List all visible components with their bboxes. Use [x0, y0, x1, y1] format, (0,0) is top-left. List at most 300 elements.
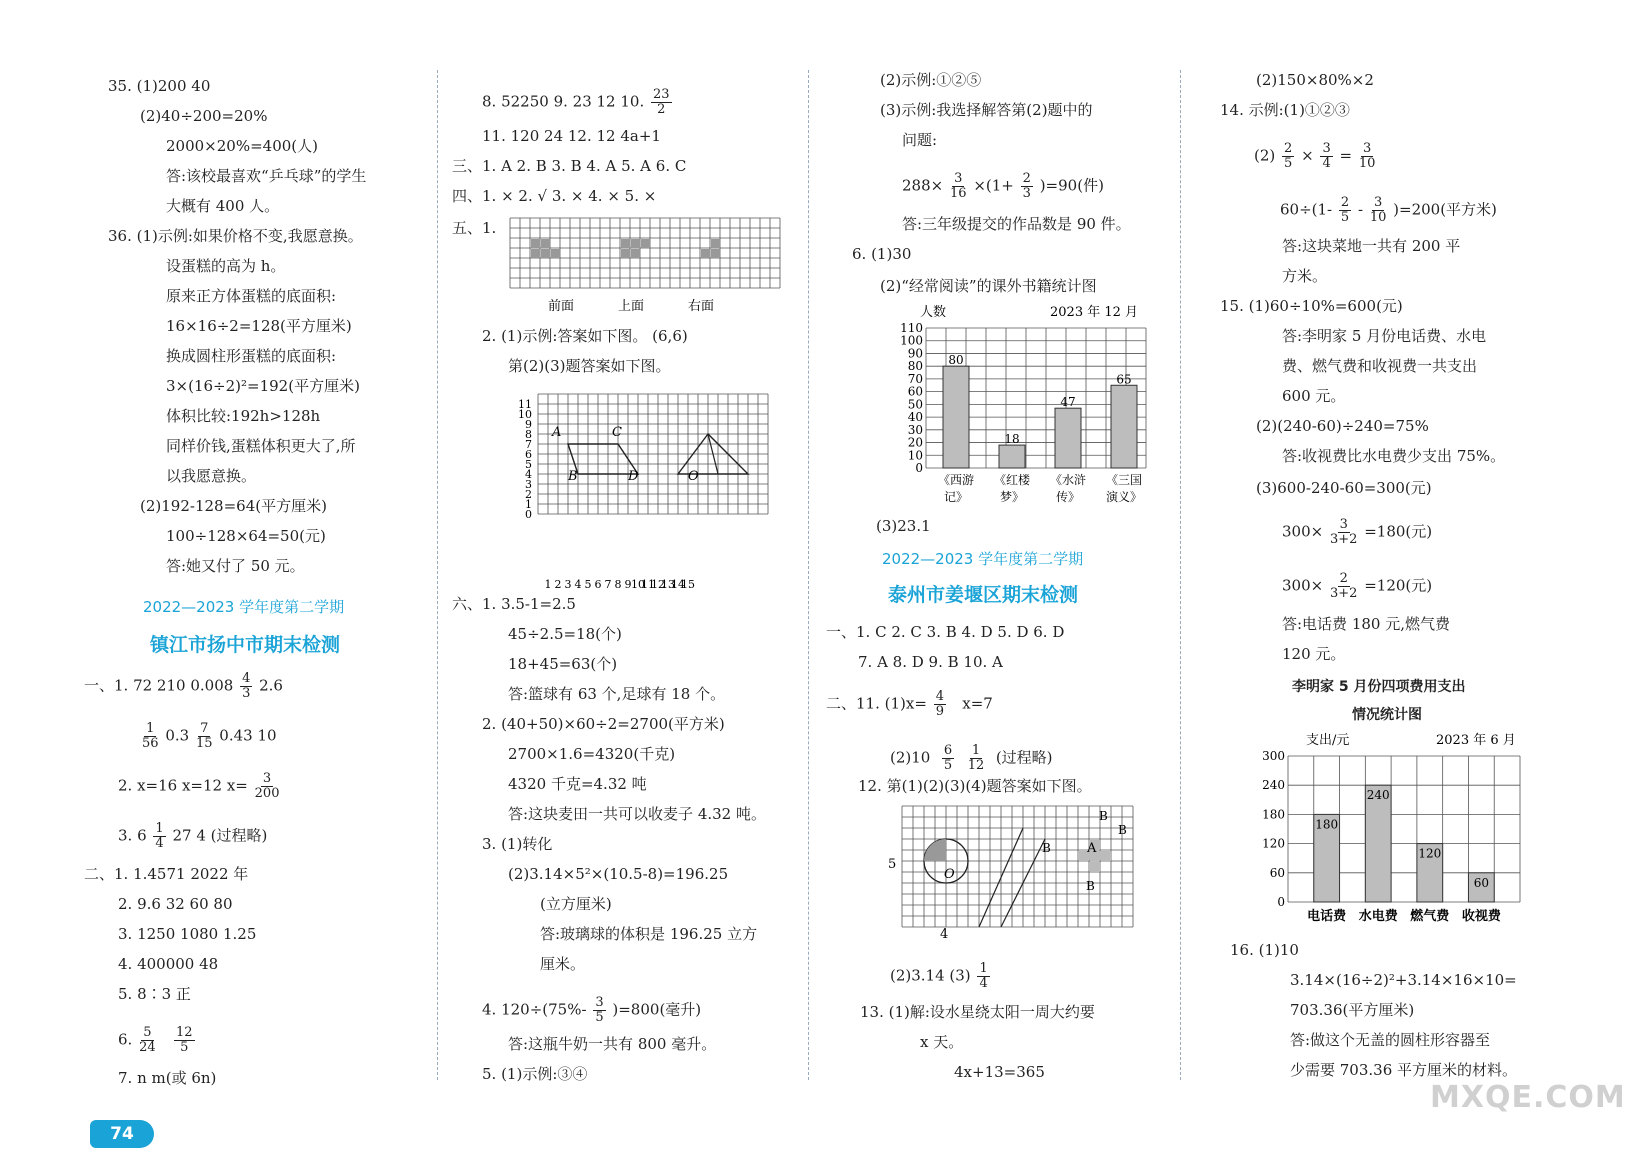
denominator: 5: [595, 1010, 604, 1025]
numerator: 3: [1339, 517, 1348, 532]
grid-figure-12: [880, 800, 1160, 950]
answer-line: 答:该校最喜欢“乒乓球”的学生: [166, 167, 367, 185]
answer-line: (立方厘米): [540, 895, 612, 913]
category-label: 《红楼: [993, 473, 1031, 487]
fraction: [950, 172, 967, 201]
column-divider: [437, 70, 438, 1080]
data-label: 240: [1366, 788, 1390, 803]
fraction: [255, 772, 280, 801]
answer-line: 答:这块麦田一共可以收麦子 4.32 吨。: [508, 805, 766, 823]
bar: [1365, 785, 1391, 902]
numerator: 1: [146, 721, 155, 736]
answer-line: (3)600-240-60=300(元): [1256, 479, 1432, 497]
y-tick-label: 9: [525, 418, 532, 431]
answer-text: =120(元): [1364, 576, 1433, 595]
category-label: 收视费: [1461, 909, 1501, 924]
answer-line: 一、1. C 2. C 3. B 4. D 5. D 6. D: [826, 623, 1065, 641]
chart-date: 2023 年 6 月: [1436, 733, 1516, 748]
denominator: 3: [242, 686, 251, 701]
fraction: [1330, 518, 1357, 547]
fraction: [977, 962, 989, 991]
denominator: 4: [155, 836, 164, 851]
section-title: 镇江市扬中市期末检测: [150, 634, 341, 656]
view-label: 右面: [688, 299, 715, 314]
shaded-cell: [631, 249, 640, 258]
bar: [1111, 385, 1137, 468]
answer-line: 3×(16÷2)²=192(平方厘米): [166, 377, 360, 395]
data-label: 47: [1060, 395, 1076, 410]
answer-line: [902, 172, 1104, 201]
data-label: 120: [1418, 846, 1442, 861]
answer-text: (2)10: [890, 748, 931, 767]
point-label-c: C: [612, 425, 622, 440]
fraction: [1282, 142, 1294, 171]
answer-line: 答:收视费比水电费少支出 75%。: [1282, 447, 1506, 465]
fraction: [934, 690, 946, 719]
answer-line: 5. 8∶3 正: [118, 985, 191, 1003]
answer-line: [890, 744, 1053, 773]
denominator: 5: [1340, 210, 1350, 225]
figure-label-a: A: [1087, 841, 1097, 856]
fraction: [651, 88, 672, 117]
answer-line: 36. (1)示例:如果价格不变,我愿意换。: [108, 227, 363, 245]
y-tick-label: 4: [525, 468, 532, 481]
fraction: [1021, 172, 1033, 201]
coordinate-grid: [518, 394, 768, 591]
denominator: 16: [949, 186, 967, 201]
numerator: 3: [954, 171, 963, 186]
fraction: [1339, 196, 1351, 225]
answer-line: 答:这瓶牛奶一共有 800 毫升。: [508, 1035, 717, 1053]
shaded-cell: [621, 249, 630, 258]
answer-text: 0.3: [165, 726, 190, 745]
shaded-cell: [541, 239, 550, 248]
data-label: 60: [1473, 875, 1489, 890]
answer-line: 大概有 400 人。: [166, 197, 280, 215]
answer-line: 三、1. A 2. B 3. B 4. A 5. A 6. C: [452, 157, 687, 175]
answer-line: (2)192-128=64(平方厘米): [140, 497, 327, 515]
denominator: 4: [979, 976, 988, 991]
category-label: 电话费: [1307, 909, 1347, 924]
reading-bar-chart: [880, 298, 1180, 508]
y-tick-label: 120: [1262, 836, 1285, 851]
numerator: 5: [143, 1025, 152, 1040]
denominator: 4: [1322, 156, 1331, 171]
category-label: 《水浒: [1049, 473, 1087, 487]
answer-line: 16. (1)10: [1230, 941, 1299, 959]
answer-line: 100÷128×64=50(元): [166, 527, 326, 545]
answer-line: [482, 88, 674, 117]
answer-line: 厘米。: [540, 955, 586, 973]
numerator: 23: [653, 87, 670, 102]
figure-label-5: 5: [888, 857, 897, 872]
bar: [943, 366, 969, 468]
denominator: 3: [1022, 186, 1031, 201]
shaded-cell: [531, 249, 540, 258]
answer-line: 16×16÷2=128(平方厘米): [166, 317, 352, 335]
answer-text: (2): [1254, 146, 1276, 165]
answer-line: [140, 722, 277, 751]
y-tick-label: 110: [900, 321, 923, 335]
y-tick-label: 1: [525, 498, 532, 511]
answer-line: 答:电话费 180 元,燃气费: [1282, 615, 1450, 633]
answer-line: 13. (1)解:设水星绕太阳一周大约要: [860, 1003, 1095, 1021]
answer-line: 方米。: [1282, 267, 1328, 285]
answer-line: 原来正方体蛋糕的底面积:: [166, 287, 337, 305]
answer-line: 费、燃气费和收视费一共支出: [1282, 357, 1478, 375]
answer-line: 2000×20%=400(人): [166, 137, 318, 155]
x-tick-label: 13: [661, 578, 675, 591]
category-label: 燃气费: [1410, 909, 1450, 924]
shaded-cell: [531, 239, 540, 248]
fraction: [968, 744, 985, 773]
shaded-cell: [711, 239, 720, 248]
answer-text: (2)3.14 (3): [890, 966, 971, 985]
answer-line: 换成圆柱形蛋糕的底面积:: [166, 347, 337, 365]
shaded-cell: [701, 249, 710, 258]
fraction: [139, 1026, 156, 1055]
numerator: 4: [935, 689, 944, 704]
answer-line: 703.36(平方厘米): [1290, 1001, 1415, 1019]
y-tick-label: 6: [525, 448, 532, 461]
page-number: 74: [90, 1120, 154, 1148]
answer-line: 45÷2.5=18(个): [508, 625, 622, 643]
answer-line: [1282, 572, 1432, 601]
shaded-cell: [1101, 851, 1111, 861]
fraction: [593, 996, 605, 1025]
y-tick-label: 11: [518, 398, 532, 411]
answer-line: [890, 962, 992, 991]
category-label: 《三国: [1105, 473, 1143, 487]
bar: [1055, 408, 1081, 468]
numerator: 1: [979, 961, 988, 976]
answer-line: 4. 400000 48: [118, 955, 219, 973]
answer-line: 120 元。: [1282, 645, 1346, 663]
fraction: [196, 722, 213, 751]
figure-grid: [902, 806, 1133, 927]
numerator: 2: [1340, 195, 1350, 210]
answer-line: [1280, 196, 1497, 225]
answer-text: 8. 52250 9. 23 12 10.: [482, 92, 645, 111]
y-tick-label: 240: [1262, 778, 1285, 793]
y-tick-label: 5: [525, 458, 532, 471]
answer-text: 2. x=16 x=12 x=: [118, 776, 248, 795]
answer-line: 14. 示例:(1)①②③: [1220, 101, 1350, 119]
answer-line: (3)示例:我选择解答第(2)题中的: [880, 101, 1093, 119]
denominator: 12: [967, 758, 985, 773]
y-tick-label: 0: [525, 508, 532, 521]
y-tick-label: 10: [518, 408, 532, 421]
answer-text: 300×: [1282, 576, 1324, 595]
y-tick-label: 20: [907, 435, 923, 450]
denominator: 10: [1369, 210, 1387, 225]
denominator: 56: [142, 736, 159, 751]
y-tick-label: 2: [525, 488, 532, 501]
point-label-b: B: [568, 469, 578, 484]
answer-line: 12. 第(1)(2)(3)(4)题答案如下图。: [858, 777, 1092, 795]
answer-text: -: [1357, 200, 1364, 219]
point-label-o: O: [688, 469, 699, 484]
numerator: 2: [1284, 141, 1293, 156]
x-tick-label: 11: [641, 578, 655, 591]
answer-line: 问题:: [902, 131, 938, 149]
figure-label-b: B: [1086, 879, 1095, 893]
x-tick-label: 5: [584, 578, 592, 591]
category-label: 演义》: [1105, 490, 1143, 504]
fraction: [174, 1026, 195, 1055]
figure-label-b: B: [1099, 809, 1108, 823]
denominator: 2: [657, 102, 666, 117]
chart-title: 李明家 5 月份四项费用支出: [1292, 679, 1466, 695]
answer-line: [482, 996, 701, 1025]
answer-text: =180(元): [1364, 522, 1433, 541]
answer-line: (3)23.1: [876, 517, 931, 535]
x-tick-label: 9: [624, 578, 632, 591]
y-tick-label: 7: [525, 438, 532, 451]
shaded-cell: [641, 239, 650, 248]
category-label: 传》: [1055, 490, 1081, 504]
chart-ylabel: 人数: [920, 305, 947, 320]
answer-text: 6.: [118, 1030, 133, 1049]
x-tick-label: 14: [671, 578, 685, 591]
category-label: 《西游: [937, 473, 975, 487]
y-tick-label: 40: [907, 410, 923, 425]
numerator: 1: [971, 743, 981, 758]
view-label: 前面: [548, 299, 575, 314]
expense-bar-chart: [1240, 728, 1560, 928]
view-label: 上面: [618, 299, 645, 314]
answer-text: ×(1+: [973, 176, 1014, 195]
data-label: 80: [948, 353, 964, 368]
answer-line: 2. 9.6 32 60 80: [118, 895, 233, 913]
answer-text: 2.6: [259, 676, 283, 695]
numerator: 3: [595, 995, 604, 1010]
y-tick-label: 90: [907, 346, 923, 361]
answer-line: 5. (1)示例:③④: [482, 1065, 588, 1083]
answer-line: 2700×1.6=4320(千克): [508, 745, 676, 763]
y-tick-label: 0: [1277, 895, 1285, 909]
answer-text: 4. 120÷(75%-: [482, 1000, 587, 1019]
section-title: 泰州市姜堰区期末检测: [888, 584, 1079, 606]
answer-line: 五、1.: [452, 219, 497, 237]
answer-line: (2)“经常阅读”的课外书籍统计图: [880, 277, 1097, 295]
answer-line: [118, 822, 267, 851]
answer-line: 11. 120 24 12. 12 4a+1: [482, 127, 661, 145]
answer-line: (2)(240-60)÷240=75%: [1256, 417, 1429, 435]
answer-text: 一、1. 72 210 0.008: [84, 676, 234, 695]
answer-line: 四、1. × 2. √ 3. × 4. × 5. ×: [452, 187, 657, 205]
answer-line: 3. (1)转化: [482, 835, 553, 853]
y-tick-label: 0: [915, 461, 923, 475]
answer-line: [826, 690, 993, 719]
answer-line: 答:这块菜地一共有 200 平: [1282, 237, 1461, 255]
numerator: 3: [1322, 141, 1331, 156]
fraction: [1370, 196, 1387, 225]
answer-line: 6. (1)30: [852, 245, 912, 263]
shaded-cell: [551, 249, 560, 258]
answer-line: 同样价钱,蛋糕体积更大了,所: [166, 437, 356, 455]
answer-line: 3. 1250 1080 1.25: [118, 925, 257, 943]
coordinate-grid-figure: [510, 386, 790, 591]
denominator: 5: [943, 758, 953, 773]
figure-label-o: O: [944, 867, 955, 882]
shaded-cell: [541, 249, 550, 258]
point-label-a: A: [552, 425, 562, 440]
answer-text: )=800(毫升): [612, 1000, 702, 1019]
answer-line: 7. n m(或 6n): [118, 1069, 217, 1087]
answer-line: 4320 千克=4.32 吨: [508, 775, 647, 793]
fraction: [142, 722, 159, 751]
y-tick-label: 60: [907, 384, 923, 399]
numerator: 3: [1363, 141, 1372, 156]
answer-line: (2)150×80%×2: [1256, 71, 1374, 89]
figure-label-b: B: [1042, 841, 1051, 855]
denominator: 15: [195, 736, 213, 751]
answer-text: 288×: [902, 176, 944, 195]
shaded-cell: [711, 249, 720, 258]
denominator: 5: [1284, 156, 1293, 171]
fraction: [240, 672, 252, 701]
answer-text: x=7: [962, 694, 993, 713]
answer-line: 二、1. 1.4571 2022 年: [84, 865, 249, 883]
y-tick-label: 300: [1262, 749, 1285, 763]
answer-text: ×: [1301, 146, 1314, 165]
x-tick-label: 15: [681, 578, 695, 591]
bar: [999, 445, 1025, 468]
answer-line: [118, 772, 281, 801]
answer-line: 18+45=63(个): [508, 655, 618, 673]
views-grid: [510, 218, 780, 288]
answer-line: 第(2)(3)题答案如下图。: [508, 357, 671, 375]
fraction: [153, 822, 165, 851]
answer-line: (2)示例:①②⑤: [880, 71, 982, 89]
column-divider: [1180, 70, 1181, 1080]
answer-line: [1282, 518, 1432, 547]
numerator: 12: [175, 1025, 193, 1040]
point-label-d: D: [628, 469, 639, 484]
answer-line: [118, 1026, 197, 1055]
answer-line: 答:做这个无盖的圆柱形容器至: [1290, 1031, 1491, 1049]
denominator: 200: [254, 786, 280, 801]
answer-line: 4x+13=365: [954, 1063, 1045, 1081]
circle-quarter-shaded: [924, 839, 946, 861]
y-tick-label: 60: [1269, 865, 1285, 880]
category-label: 水电费: [1358, 909, 1398, 924]
category-label: 记》: [943, 490, 969, 504]
answer-text: )=200(平方米): [1393, 200, 1497, 219]
shaded-cell: [621, 239, 630, 248]
answer-line: (2)3.14×5²×(10.5-8)=196.25: [508, 865, 729, 883]
answer-line: (2)40÷200=20%: [140, 107, 268, 125]
answer-text: 27 4 (过程略): [172, 826, 268, 845]
y-tick-label: 180: [1262, 807, 1285, 822]
fraction: [1320, 142, 1332, 171]
y-tick-label: 50: [907, 397, 923, 412]
y-tick-label: 80: [907, 359, 923, 374]
section-subtitle: 2022—2023 学年度第二学期: [882, 550, 1084, 568]
x-tick-label: 7: [604, 578, 612, 591]
fraction: [1330, 572, 1357, 601]
x-tick-label: 12: [651, 578, 665, 591]
figure-label-4: 4: [940, 927, 949, 942]
answer-line: [1254, 142, 1377, 171]
data-label: 180: [1315, 817, 1339, 832]
denominator: 3+2: [1329, 532, 1358, 547]
x-tick-label: 4: [574, 578, 582, 591]
chart-title: 情况统计图: [1352, 707, 1422, 723]
answer-line: 2. (1)示例:答案如下图。 (6,6): [482, 327, 688, 345]
numerator: 2: [1339, 571, 1348, 586]
answer-line: 35. (1)200 40: [108, 77, 211, 95]
x-tick-label: 10: [631, 578, 645, 591]
y-tick-label: 3: [525, 478, 532, 491]
answer-text: 二、11. (1)x=: [826, 694, 927, 713]
numerator: 6: [943, 743, 953, 758]
y-tick-label: 100: [900, 333, 923, 348]
answer-line: 答:三年级提交的作品数是 90 件。: [902, 215, 1131, 233]
answer-line: x 天。: [920, 1033, 964, 1051]
numerator: 3: [1373, 195, 1383, 210]
answer-line: 15. (1)60÷10%=600(元): [1220, 297, 1403, 315]
numerator: 2: [1022, 171, 1031, 186]
answer-line: 六、1. 3.5-1=2.5: [452, 595, 576, 613]
shaded-cell: [1090, 862, 1100, 872]
numerator: 4: [242, 671, 251, 686]
x-tick-label: 8: [614, 578, 622, 591]
three-views-figure: [510, 218, 780, 318]
fraction: [942, 744, 954, 773]
answer-line: 7. A 8. D 9. B 10. A: [858, 653, 1003, 671]
section-subtitle: 2022—2023 学年度第二学期: [143, 598, 345, 616]
answer-line: 以我愿意换。: [166, 467, 257, 485]
x-tick-label: 2: [554, 578, 562, 591]
data-label: 18: [1004, 432, 1020, 447]
column-divider: [808, 70, 809, 1080]
denominator: 10: [1358, 156, 1376, 171]
chart-date: 2023 年 12 月: [1050, 305, 1139, 320]
answer-line: 3.14×(16÷2)²+3.14×16×10=: [1290, 971, 1517, 989]
answer-text: )=90(件): [1039, 176, 1104, 195]
denominator: 9: [935, 704, 944, 719]
fraction: [1359, 142, 1376, 171]
denominator: 5: [180, 1040, 189, 1055]
numerator: 7: [200, 721, 209, 736]
answer-line: 600 元。: [1282, 387, 1346, 405]
answer-line: 答:篮球有 63 个,足球有 18 个。: [508, 685, 726, 703]
answer-text: =: [1339, 146, 1353, 165]
data-label: 65: [1116, 372, 1132, 387]
answer-text: 3. 6: [118, 826, 147, 845]
answer-text: 300×: [1282, 522, 1324, 541]
numerator: 3: [262, 771, 272, 786]
answer-line: 答:玻璃球的体积是 196.25 立方: [540, 925, 758, 943]
y-tick-label: 8: [525, 428, 532, 441]
chart-ylabel: 支出/元: [1306, 733, 1350, 748]
answer-line: [84, 672, 283, 701]
answer-line: 少需要 703.36 平方厘米的材料。: [1290, 1061, 1518, 1079]
category-label: 梦》: [999, 490, 1025, 504]
answer-line: 设蛋糕的高为 h。: [166, 257, 286, 275]
x-tick-label: 6: [594, 578, 602, 591]
denominator: 24: [139, 1040, 156, 1055]
y-tick-label: 10: [907, 448, 923, 463]
x-tick-label: 3: [564, 578, 572, 591]
answer-text: 60÷(1-: [1280, 200, 1333, 219]
denominator: 3+2: [1329, 586, 1358, 601]
numerator: 1: [155, 821, 164, 836]
answer-line: 2. (40+50)×60÷2=2700(平方米): [482, 715, 725, 733]
x-tick-label: 1: [544, 578, 552, 591]
